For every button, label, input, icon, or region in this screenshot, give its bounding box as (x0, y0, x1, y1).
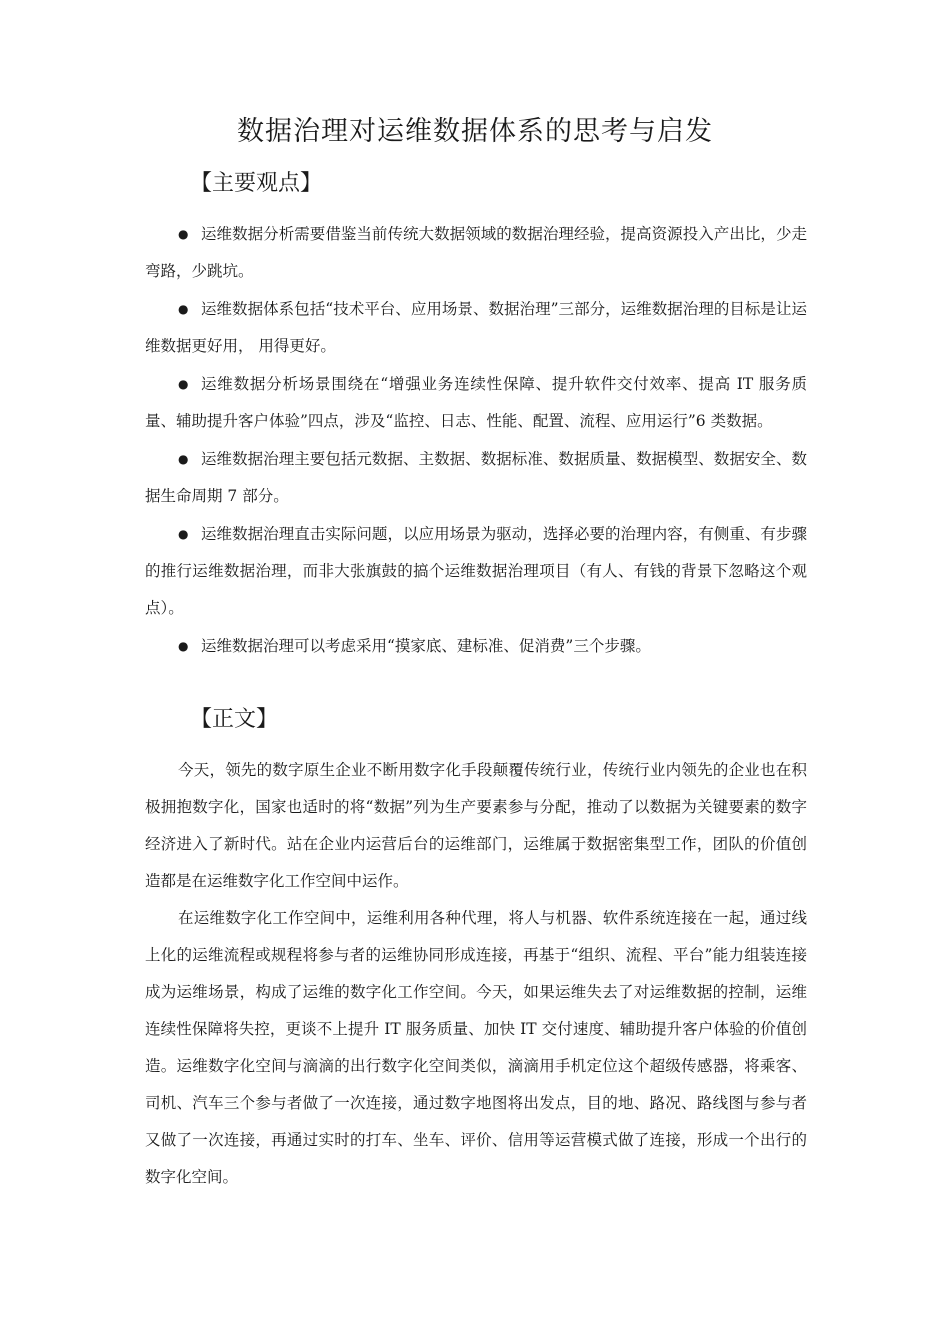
bullet-icon: ● (178, 527, 189, 541)
bullet-icon: ● (178, 377, 189, 391)
list-item-text: 运维数据分析场景围绕在“增强业务连续性保障、提升软件交付效率、提高 IT 服务质量、辅助提升客户体验”四点，涉及“监控、日志、性能、配置、流程、应用运行”6 类数据。 (145, 375, 807, 430)
list-item (145, 516, 807, 627)
list-item (145, 441, 807, 515)
bullet-icon: ● (178, 302, 189, 316)
list-item (145, 628, 807, 665)
list-item-text: 运维数据分析需要借鉴当前传统大数据领域的数据治理经验，提高资源投入产出比，少走弯路，少跳坑。 (145, 225, 807, 280)
bullet-icon: ● (178, 227, 189, 241)
list-item-text: 运维数据体系包括“技术平台、应用场景、数据治理”三部分，运维数据治理的目标是让运维数据更好用， 用得更好。 (145, 300, 807, 355)
document-title: 数据治理对运维数据体系的思考与启发 (237, 116, 713, 147)
list-item (145, 291, 807, 365)
list-item-text: 运维数据治理主要包括元数据、主数据、数据标准、数据质量、数据模型、数据安全、数据生命周期 7 部分。 (145, 450, 807, 505)
body-paragraph: 今天，领先的数字原生企业不断用数字化手段颠覆传统行业，传统行业内领先的企业也在积极拥抱数字化，国家也适时的将“数据”列为生产要素参与分配，推动了以数据为关键要素的数字经济进入了新时代。站在企业内运营后台的运维部门，运维属于数据密集型工作，团队的价值创造都是在运维数字化工作空间中运作。 (145, 761, 807, 890)
section-heading-main-points: 【主要观点】 (190, 171, 323, 196)
section-heading-body: 【正文】 (190, 707, 279, 732)
list-item (145, 216, 807, 290)
list-item-text: 运维数据治理可以考虑采用“摸家底、建标准、促消费”三个步骤。 (201, 637, 651, 655)
bullet-icon: ● (178, 639, 189, 653)
list-item-text: 运维数据治理直击实际问题，以应用场景为驱动，选择必要的治理内容，有侧重、有步骤的推行运维数据治理，而非大张旗鼓的搞个运维数据治理项目（有人、有钱的背景下忽略这个观点）。 (145, 525, 807, 617)
body-text (145, 752, 807, 1196)
list-item (145, 366, 807, 440)
body-paragraph: 在运维数字化工作空间中，运维利用各种代理，将人与机器、软件系统连接在一起，通过线上化的运维流程或规程将参与者的运维协同形成连接，再基于“组织、流程、平台”能力组装连接成为运维场景，构成了运维的数字化工作空间。今天，如果运维失去了对运维数据的控制，运维连续性保障将失控，更谈不上提升 IT 服务质量、加快 IT 交付速度、辅助提升客户体验的价值创造。运维数字化空间与滴滴的出行数字化空间类似，滴滴用手机定位这个超级传感器，将乘客、司机、汽车三个参与者做了一次连接，通过数字地图将出发点，目的地、路况、路线图与参与者又做了一次连接，再通过实时的打车、坐车、评价、信用等运营模式做了连接，形成一个出行的数字化空间。 (145, 909, 807, 1186)
main-points-list (145, 216, 807, 665)
bullet-icon: ● (178, 452, 189, 466)
